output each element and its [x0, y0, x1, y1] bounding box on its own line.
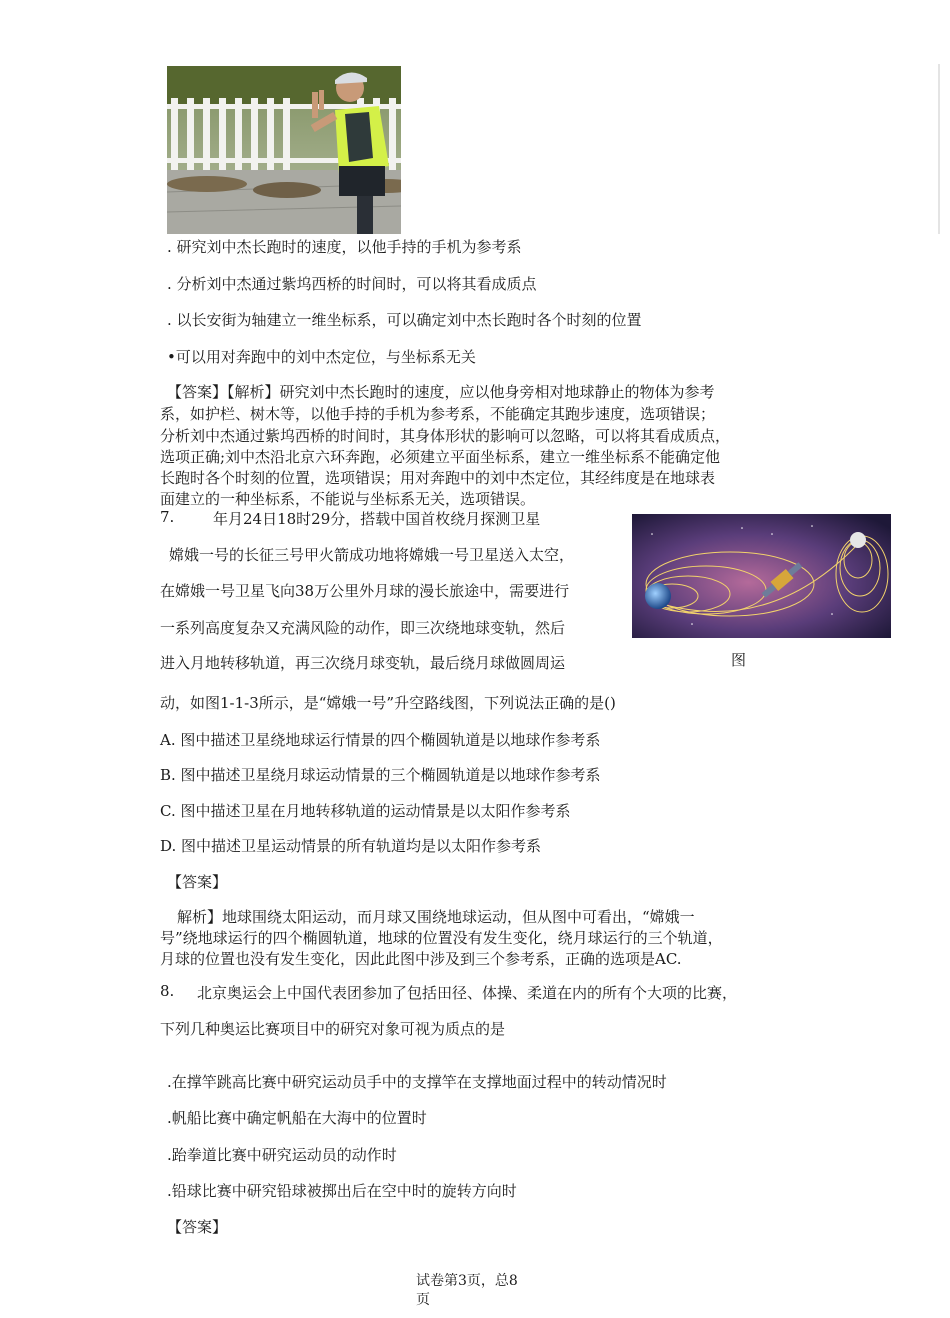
- q8-option-c: .跆拳道比赛中研究运动员的动作时: [167, 1146, 397, 1164]
- page-footer-line-2: 页: [416, 1292, 430, 1308]
- q6-option-b: . 分析刘中杰通过紫坞西桥的时间时，可以将其看成质点: [167, 275, 537, 293]
- q7-stem-line-6: 动，如图1-1-3所示，是“嫦娥一号”升空路线图，下列说法正确的是(): [160, 694, 616, 712]
- q6-answer-line-6: 面建立的一种坐标系，不能说与坐标系无关，选项错误。: [160, 490, 536, 508]
- page-footer-line-1: 试卷第3页，总8: [416, 1273, 518, 1289]
- q7-stem-line-2: 嫦娥一号的长征三号甲火箭成功地将嫦娥一号卫星送入太空，: [169, 546, 575, 564]
- q6-answer-line-4: 选项正确;刘中杰沿北京六环奔跑，必须建立平面坐标系，建立一维坐标系不能确定他: [160, 448, 721, 466]
- q6-option-d: •可以用对奔跑中的刘中杰定位，与坐标系无关: [167, 348, 476, 366]
- q7-option-b: B. 图中描述卫星绕月球运动情景的三个椭圆轨道是以地球作参考系: [160, 766, 601, 784]
- q6-answer-line-5: 长跑时各个时刻的位置，选项错误；用对奔跑中的刘中杰定位，其经纬度是在地球表: [160, 469, 716, 487]
- q6-answer-line-1: 【答案】【解析】研究刘中杰长跑时的速度，应以他身旁相对地球静止的物体为参考: [167, 383, 715, 401]
- q7-stem-line-1: 年月24日18时29分，搭载中国首枚绕月探测卫星: [213, 510, 541, 528]
- q7-option-a: A. 图中描述卫星绕地球运行情景的四个椭圆轨道是以地球作参考系: [160, 731, 601, 749]
- q8-answer-label: 【答案】: [167, 1218, 228, 1236]
- page-edge-rule: [938, 64, 940, 234]
- q7-option-d: D. 图中描述卫星运动情景的所有轨道均是以太阳作参考系: [160, 837, 542, 855]
- q7-stem-line-3: 在嫦娥一号卫星飞向38万公里外月球的漫长旅途中，需要进行: [160, 582, 570, 600]
- q8-number: 8.: [160, 982, 175, 1000]
- runner-photo: [167, 66, 401, 234]
- q7-analysis-line-2: 号”绕地球运行的四个椭圆轨道，地球的位置没有发生变化，绕月球运行的三个轨道，: [160, 929, 723, 947]
- q6-option-a: . 研究刘中杰长跑时的速度，以他手持的手机为参考系: [167, 238, 522, 256]
- orbit-diagram-graphic: [632, 514, 891, 638]
- change-e1-orbit-figure: [632, 514, 891, 638]
- q7-analysis-line-3: 月球的位置也没有发生变化，因此此图中涉及到三个参考系，正确的选项是AC.: [160, 950, 682, 968]
- runner-photo-graphic: [167, 66, 401, 234]
- q7-stem-line-5: 进入月地转移轨道，再三次绕月球变轨，最后绕月球做圆周运: [160, 654, 566, 672]
- q6-answer-line-2: 系，如护栏、树木等，以他手持的手机为参考系，不能确定其跑步速度，选项错误；: [160, 405, 716, 423]
- q7-analysis-line-1: 解析】地球围绕太阳运动，而月球又围绕地球运动，但从图中可看出，“嫦娥一: [177, 908, 695, 926]
- q8-option-d: .铅球比赛中研究铅球被掷出后在空中时的旋转方向时: [167, 1182, 517, 1200]
- q8-option-a: .在撑竿跳高比赛中研究运动员手中的支撑竿在支撑地面过程中的转动情况时: [167, 1073, 667, 1091]
- q8-stem-line-1: 北京奥运会上中国代表团参加了包括田径、体操、柔道在内的所有个大项的比赛，: [197, 984, 738, 1002]
- q6-answer-line-3: 分析刘中杰通过紫坞西桥的时间时，其身体形状的影响可以忽略，可以将其看成质点，: [160, 427, 731, 445]
- q7-number: 7.: [160, 508, 175, 526]
- q8-option-b: .帆船比赛中确定帆船在大海中的位置时: [167, 1109, 427, 1127]
- q7-option-c: C. 图中描述卫星在月地转移轨道的运动情景是以太阳作参考系: [160, 802, 571, 820]
- q6-option-c: . 以长安街为轴建立一维坐标系，可以确定刘中杰长跑时各个时刻的位置: [167, 311, 642, 329]
- q8-stem-line-2: 下列几种奥运比赛项目中的研究对象可视为质点的是: [160, 1020, 506, 1038]
- q7-stem-line-4: 一系列高度复杂又充满风险的动作，即三次绕地球变轨，然后: [160, 619, 566, 637]
- figure-caption: 图: [731, 651, 747, 669]
- q7-answer-label: 【答案】: [167, 873, 228, 891]
